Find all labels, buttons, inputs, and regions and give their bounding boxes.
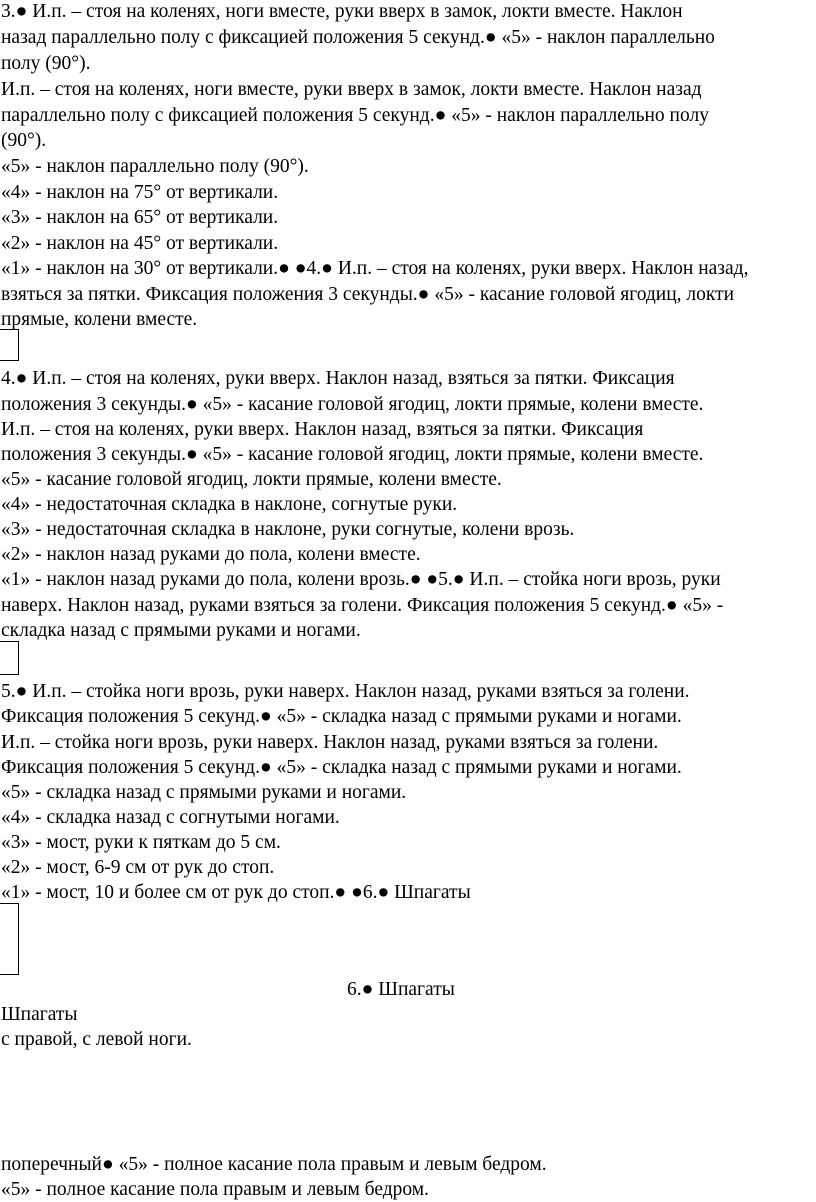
text-line: «4» - наклон на 75° от вертикали.: [1, 182, 279, 203]
section-heading: 6.● Шпагаты: [347, 979, 455, 1000]
text-line: 5.● И.п. – стойка ноги врозь, руки наверх. Наклон назад, руками взяться за голени.: [1, 681, 690, 702]
text-line: поперечный● «5» - полное касание пола правым и левым бедром.: [1, 1154, 547, 1175]
text-line: «1» - мост, 10 и более см от рук до стоп.● ●6.● Шпагаты: [1, 882, 471, 903]
text-line: И.п. – стойка ноги врозь, руки наверх. Наклон назад, руками взяться за голени.: [1, 732, 659, 753]
text-line: складка назад с прямыми руками и ногами.: [1, 620, 361, 641]
text-line: Шпагаты: [1, 1004, 78, 1025]
text-line: И.п. – стоя на коленях, ноги вместе, руки вверх в замок, локти вместе. Наклон назад: [1, 79, 702, 100]
text-line: прямые, колени вместе.: [1, 309, 198, 330]
empty-frame: [0, 641, 19, 675]
text-line: «2» - наклон назад руками до пола, колени вместе.: [1, 544, 421, 565]
text-line: «5» - полное касание пола правым и левым бедром.: [1, 1179, 429, 1200]
text-line: 3.● И.п. – стоя на коленях, ноги вместе, руки вверх в замок, локти вместе. Наклон: [1, 1, 683, 22]
text-line: параллельно полу с фиксацией положения 5 секунд.● «5» - наклон параллельно полу: [1, 105, 709, 126]
text-line: «5» - складка назад с прямыми руками и ногами.: [1, 782, 407, 803]
text-line: «3» - мост, руки к пяткам до 5 см.: [1, 832, 281, 853]
text-line: «2» - мост, 6-9 см от рук до стоп.: [1, 857, 275, 878]
text-line: с правой, с левой ноги.: [1, 1029, 192, 1050]
text-line: «3» - наклон на 65° от вертикали.: [1, 207, 279, 228]
text-line: (90°).: [1, 130, 47, 151]
text-line: 4.● И.п. – стоя на коленях, руки вверх. Наклон назад, взяться за пятки. Фиксация: [1, 368, 675, 389]
text-line: «4» - складка назад с согнутыми ногами.: [1, 807, 340, 828]
text-line: «5» - наклон параллельно полу (90°).: [1, 156, 309, 177]
text-line: назад параллельно полу с фиксацией положения 5 секунд.● «5» - наклон параллельно: [1, 27, 715, 48]
text-line: «1» - наклон назад руками до пола, колени врозь.● ●5.● И.п. – стойка ноги врозь, руки: [1, 569, 721, 590]
text-line: Фиксация положения 5 секунд.● «5» - складка назад с прямыми руками и ногами.: [1, 706, 682, 727]
text-line: наверх. Наклон назад, руками взяться за голени. Фиксация положения 5 секунд.● «5» -: [1, 595, 724, 616]
text-line: взяться за пятки. Фиксация положения 3 секунды.● «5» - касание головой ягодиц, локти: [1, 284, 735, 305]
text-line: «4» - недостаточная складка в наклоне, согнутые руки.: [1, 494, 458, 515]
text-line: «5» - касание головой ягодиц, локти прямые, колени вместе.: [1, 469, 502, 490]
text-line: «2» - наклон на 45° от вертикали.: [1, 233, 279, 254]
text-line: положения 3 секунды.● «5» - касание головой ягодиц, локти прямые, колени вместе.: [1, 444, 704, 465]
text-line: полу (90°).: [1, 53, 91, 74]
text-line: И.п. – стоя на коленях, руки вверх. Наклон назад, взяться за пятки. Фиксация: [1, 419, 644, 440]
text-line: «1» - наклон на 30° от вертикали.● ●4.● И.п. – стоя на коленях, руки вверх. Наклон назад,: [1, 258, 749, 279]
text-line: Фиксация положения 5 секунд.● «5» - складка назад с прямыми руками и ногами.: [1, 757, 682, 778]
empty-frame: [0, 329, 19, 361]
text-line: положения 3 секунды.● «5» - касание головой ягодиц, локти прямые, колени вместе.: [1, 394, 704, 415]
empty-frame: [0, 903, 19, 975]
text-line: «3» - недостаточная складка в наклоне, руки согнутые, колени врозь.: [1, 519, 575, 540]
